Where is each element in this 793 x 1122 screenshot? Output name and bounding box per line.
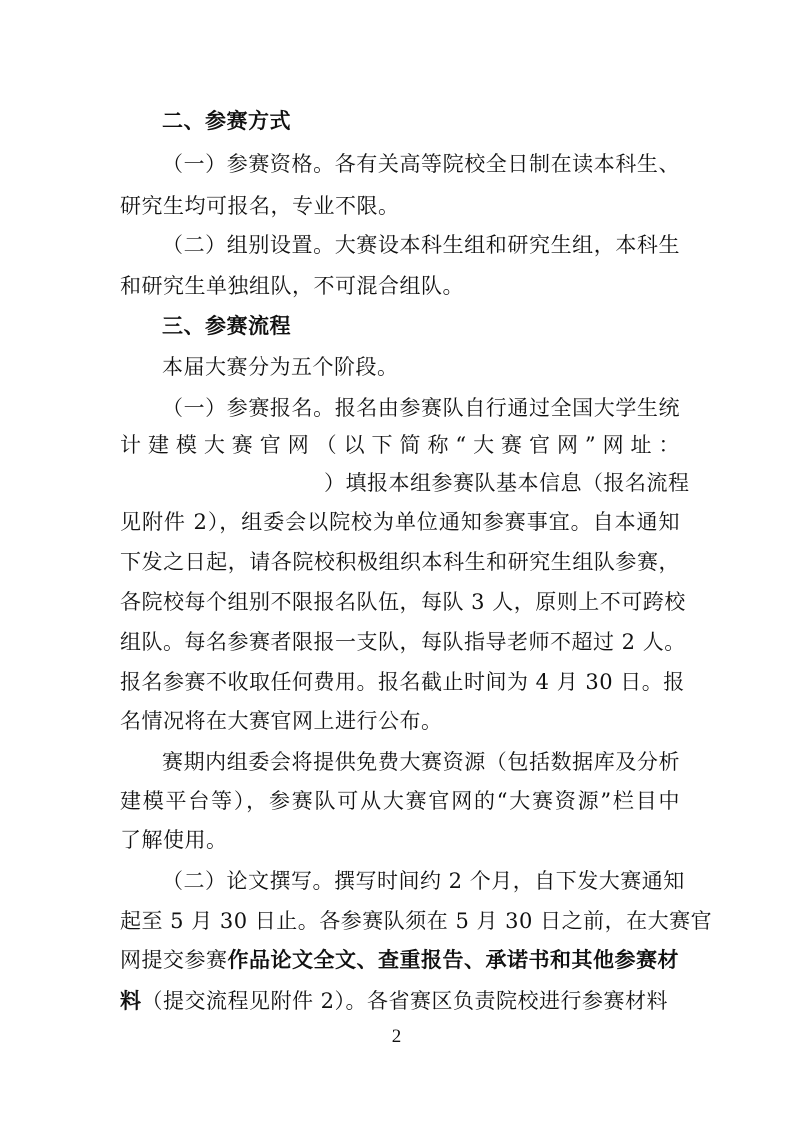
registration-paragraph-line7: 组队。每名参赛者限报一支队，每队指导老师不超过 2 人。 <box>120 630 686 654</box>
paper-writing-line3-bold-text: 作品论文全文、查重报告、承诺书和其他参赛材 <box>227 948 679 972</box>
section-heading-process: 三、参赛流程 <box>162 314 291 338</box>
process-intro: 本届大赛分为五个阶段。 <box>162 355 399 379</box>
resources-paragraph-line3: 了解使用。 <box>120 828 228 852</box>
resources-paragraph-line1: 赛期内组委会将提供免费大赛资源（包括数据库及分析 <box>162 750 680 774</box>
registration-paragraph-line4: 见附件 2），组委会以院校为单位通知参赛事宜。自本通知 <box>120 510 680 534</box>
group-setting-paragraph-line1: （二）组别设置。大赛设本科生组和研究生组，本科生 <box>162 233 680 257</box>
page-number: 2 <box>391 1026 402 1047</box>
registration-paragraph-line9: 名情况将在大赛官网上进行公布。 <box>120 709 443 733</box>
paper-writing-paragraph-line4 <box>120 987 680 1015</box>
group-setting-paragraph-line2: 和研究生单独组队，不可混合组队。 <box>120 274 464 298</box>
paper-writing-paragraph-line1: （二）论文撰写。撰写时间约 2 个月，自下发大赛通知 <box>162 869 685 893</box>
eligibility-paragraph-line2: 研究生均可报名，专业不限。 <box>120 194 400 218</box>
paper-writing-line4-bold-text: 料 <box>120 989 142 1013</box>
registration-paragraph-line5: 下发之日起，请各院校积极组织本科生和研究生组队参赛， <box>120 550 680 574</box>
registration-paragraph-line8: 报名参赛不收取任何费用。报名截止时间为 4 月 30 日。报 <box>120 670 685 694</box>
section-heading-participation: 二、参赛方式 <box>162 109 291 133</box>
registration-paragraph-line6: 各院校每个组别不限报名队伍，每队 3 人，原则上不可跨校 <box>120 590 686 614</box>
registration-paragraph-line2: 计建模大赛官网（以下简称“大赛官网”网址： <box>120 433 680 457</box>
paper-writing-paragraph-line2: 起至 5 月 30 日止。各参赛队须在 5 月 30 日之前，在大赛官 <box>120 909 713 933</box>
registration-paragraph-line3: ）填报本组参赛队基本信息（报名流程 <box>324 471 690 495</box>
paper-writing-line3-normal-text: 网提交参赛 <box>120 948 228 972</box>
registration-paragraph-line1: （一）参赛报名。报名由参赛队自行通过全国大学生统 <box>162 396 680 420</box>
eligibility-paragraph-line1: （一）参赛资格。各有关高等院校全日制在读本科生、 <box>162 152 680 176</box>
paper-writing-line4-normal-text: （提交流程见附件 2）。各省赛区负责院校进行参赛材料 <box>141 989 669 1013</box>
resources-paragraph-line2: 建模平台等），参赛队可从大赛官网的“大赛资源”栏目中 <box>120 789 680 813</box>
paper-writing-paragraph-line3 <box>120 946 680 974</box>
